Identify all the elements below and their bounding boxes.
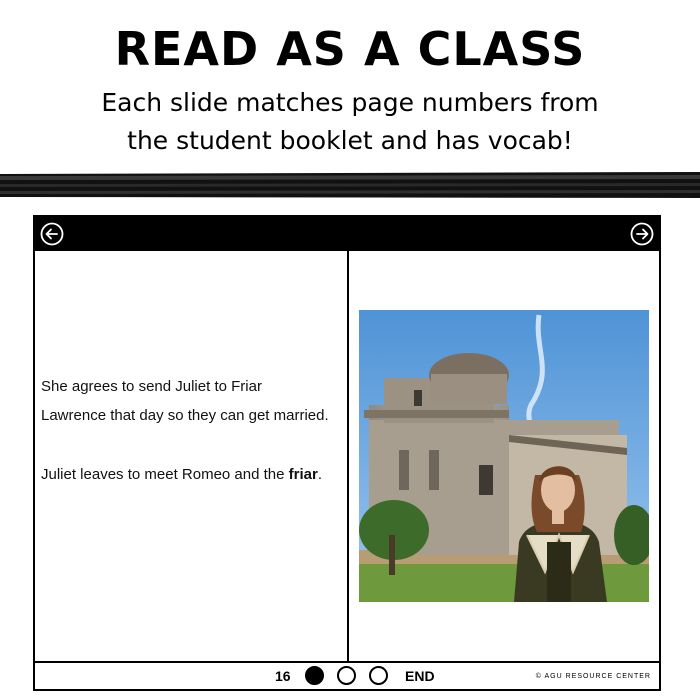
page-title: READ AS A CLASS: [114, 22, 586, 76]
progress-dot-3[interactable]: [369, 666, 388, 685]
story-paragraph-2-end: .: [317, 466, 322, 483]
page-subtitle-line1: Each slide matches page numbers from: [101, 88, 599, 117]
progress-dot-1[interactable]: [305, 666, 324, 685]
end-link[interactable]: END: [405, 668, 435, 684]
church-with-juliet-photo: [359, 310, 649, 602]
slide-top-bar: [35, 217, 659, 251]
arrow-left-circle-icon[interactable]: [40, 222, 64, 246]
page-subtitle-line2: the student booklet and has vocab!: [127, 126, 573, 155]
story-paragraph-2: [41, 460, 331, 489]
brush-stroke-divider: [0, 170, 700, 200]
story-text: [41, 372, 331, 519]
copyright-text: © AGU RESOURCE CENTER: [535, 673, 651, 680]
arrow-right-circle-icon[interactable]: [630, 222, 654, 246]
pane-divider: [347, 251, 349, 661]
vocab-word: friar: [288, 466, 318, 483]
story-paragraph-2-start: Juliet leaves to meet Romeo and the: [41, 466, 289, 483]
story-paragraph-1: She agrees to send Juliet to Friar Lawrence that day so they can get married.: [41, 378, 329, 424]
progress-dot-2[interactable]: [337, 666, 356, 685]
slide-frame: [33, 215, 661, 691]
page-number: 16: [275, 668, 291, 684]
slide-footer: [35, 663, 659, 689]
